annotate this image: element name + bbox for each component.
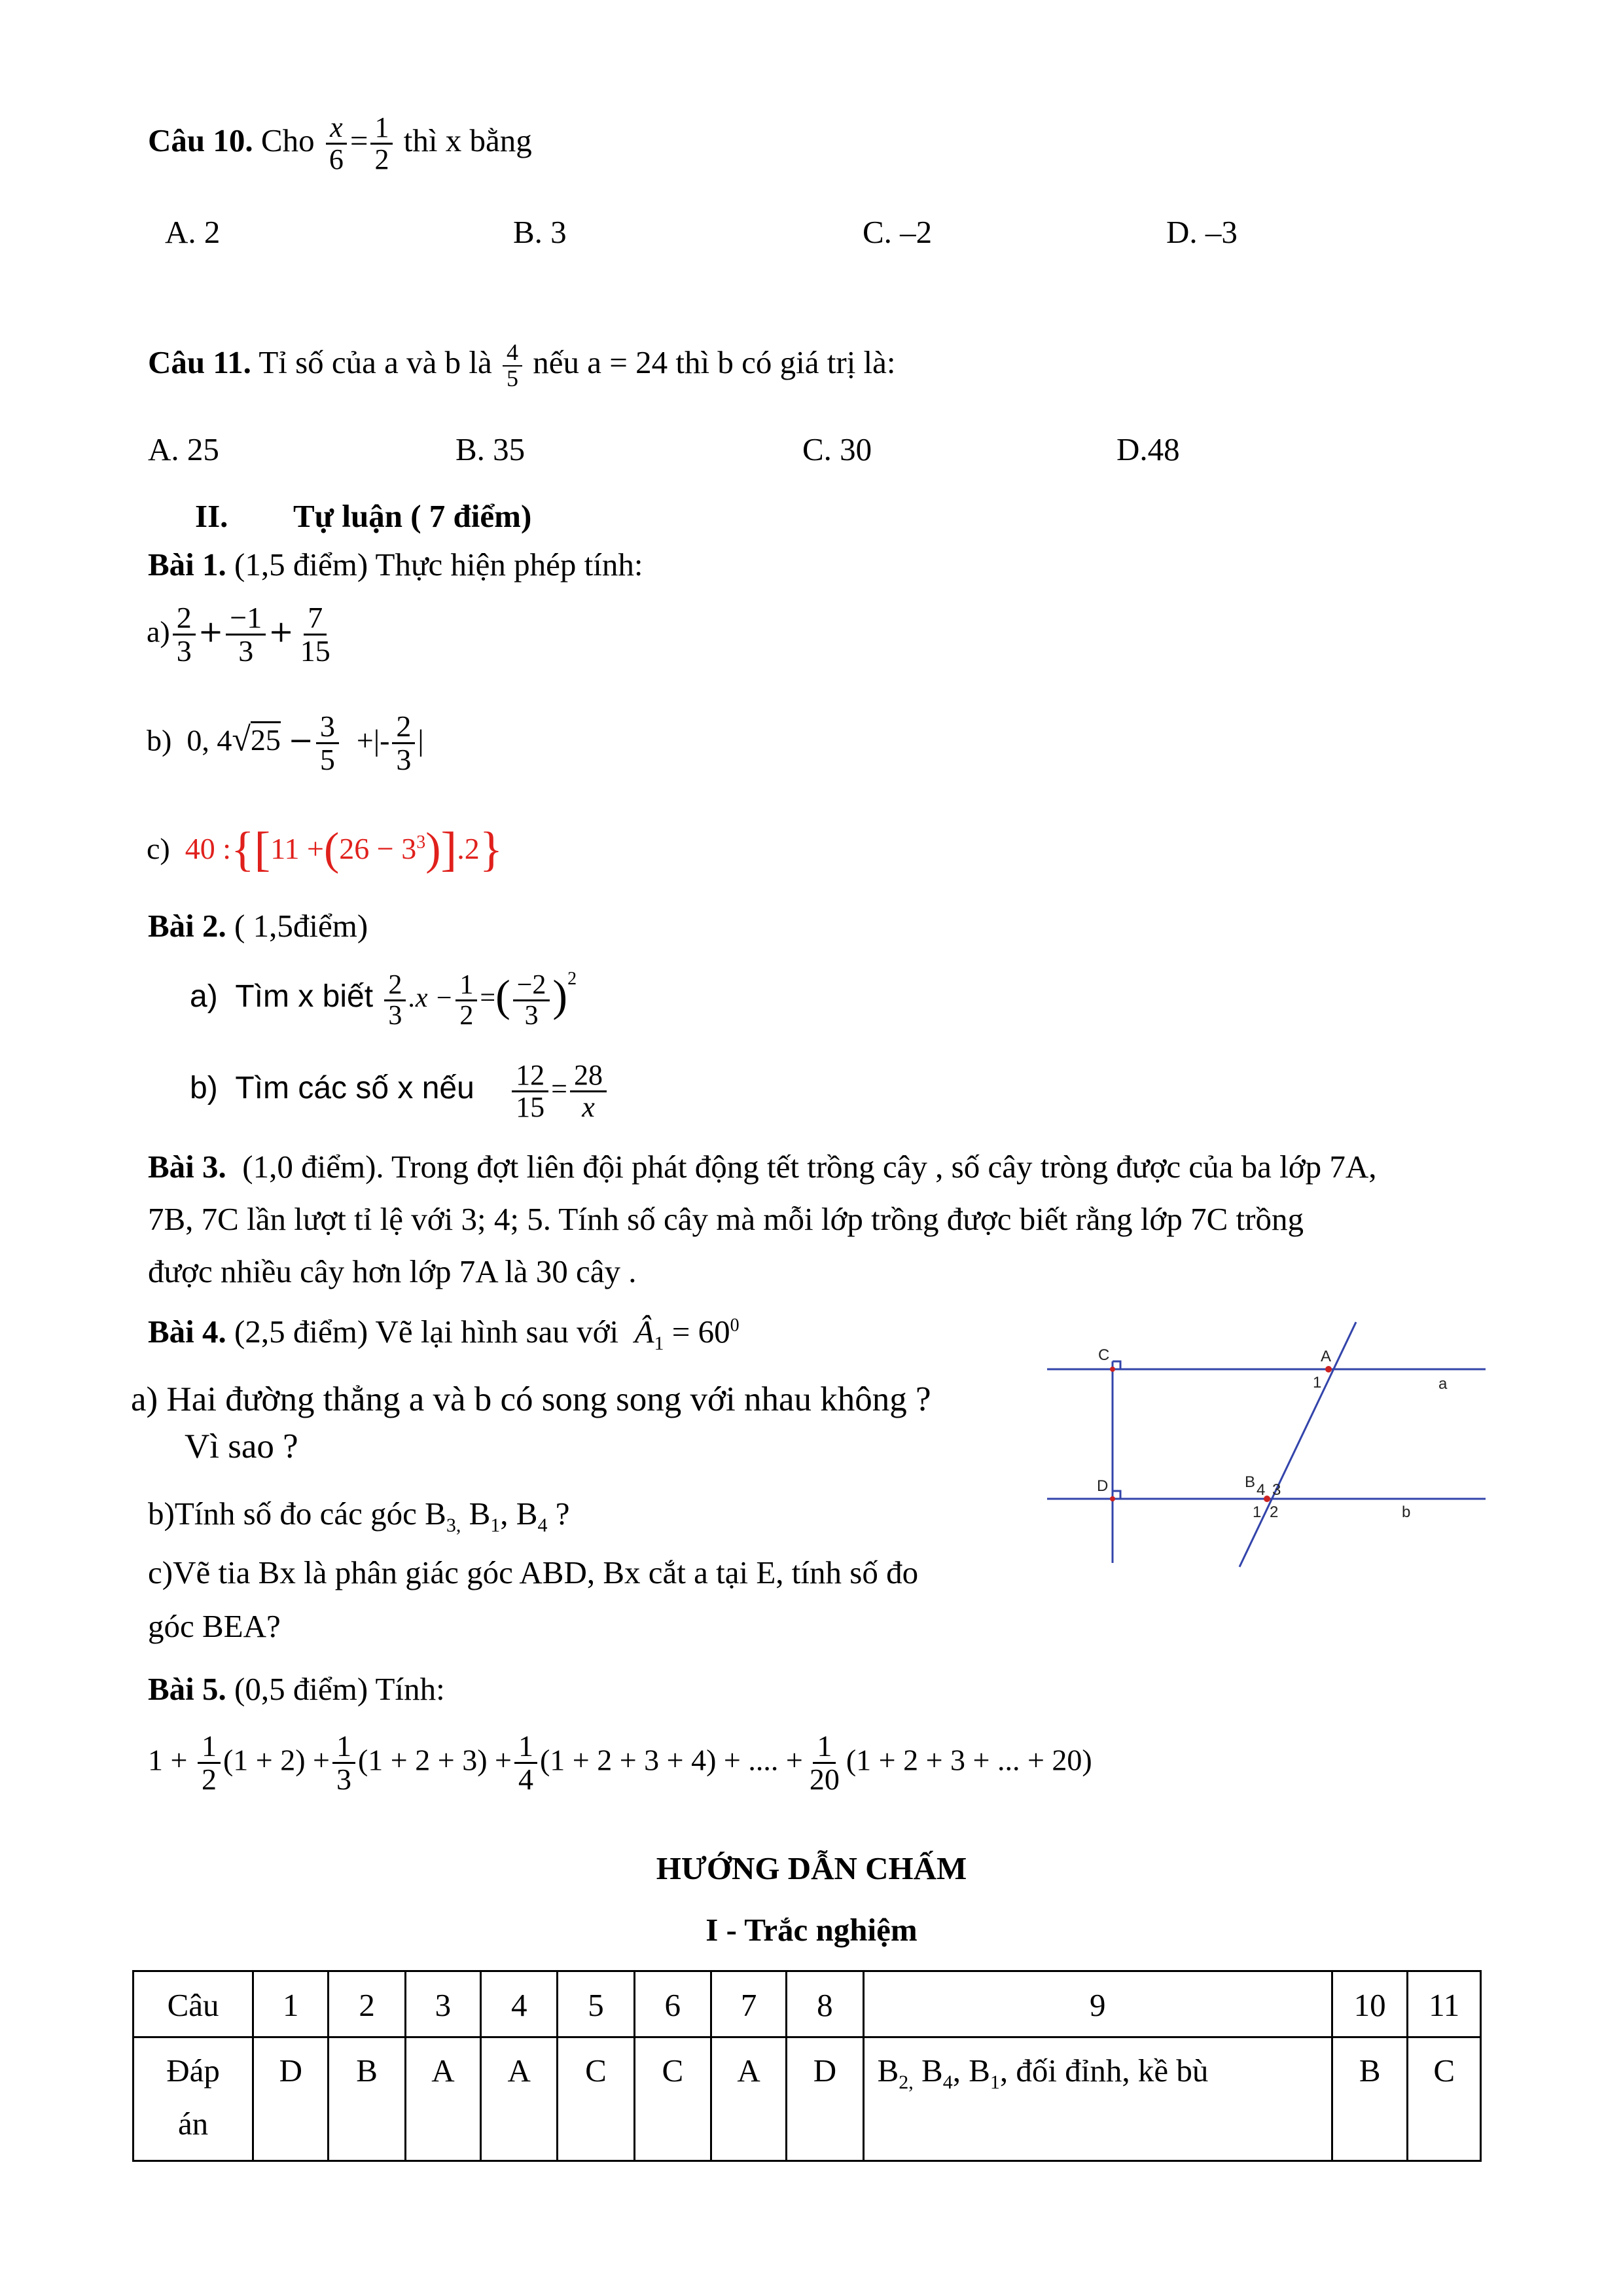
- answer-4: A: [481, 2037, 558, 2161]
- answer-1: D: [253, 2037, 329, 2161]
- label-angle-1-bottom: 1: [1253, 1503, 1262, 1521]
- fraction-1-over-2: $\frac{1}{2}$: [370, 113, 393, 175]
- header-9: 9: [863, 1971, 1332, 2037]
- label-angle-1-top: 1: [1313, 1374, 1322, 1391]
- header-3: 3: [405, 1971, 480, 2037]
- q11-option-b: B. 35: [455, 431, 526, 467]
- bai-4-text: (2,5 điểm) Vẽ lại hình sau với: [234, 1314, 619, 1350]
- transversal: [1240, 1322, 1356, 1567]
- expression-c: 40 :{[11 $+(26 - 3^3)].2$}: [185, 823, 503, 876]
- answer-6: C: [634, 2037, 711, 2161]
- answer-table-header-row: [134, 1971, 1481, 2037]
- label-angle-2: 2: [1270, 1503, 1279, 1521]
- question-10: [148, 113, 532, 175]
- answer-table-answer-row: [134, 2037, 1481, 2161]
- q11-option-c: C. 30: [802, 431, 872, 467]
- q11-option-a: A. 25: [148, 431, 219, 467]
- header-7: 7: [711, 1971, 786, 2037]
- answer-5: C: [558, 2037, 634, 2161]
- answer-table: [132, 1970, 1482, 2162]
- guide-section: I - Trắc nghiệm: [705, 1912, 918, 1948]
- question-10-label: Câu 10.: [148, 122, 253, 158]
- q10-option-b: B. 3: [513, 214, 567, 250]
- label-b-point: B: [1245, 1473, 1256, 1491]
- label-angle-3: 3: [1272, 1481, 1281, 1499]
- answer-9: $B_{2,}$ $B_4$, $B_1$, đối đỉnh, kề bù: [863, 2037, 1332, 2161]
- bai-2-part-a: a) Tìm x biết $\frac{2}{3}$ .x − $\frac{1}{2}$ =( $\frac{-2}{3}$ )$^2$: [190, 969, 577, 1031]
- bai-5-text: (0,5 điểm) Tính:: [234, 1671, 445, 1707]
- answer-7: A: [711, 2037, 786, 2161]
- question-11-text-post: nếu a = 24 thì b có giá trị là:: [533, 344, 896, 381]
- question-11-text-pre: Tỉ số của a và b là: [259, 344, 492, 381]
- bai-2-part-b: b) Tìm các số x nếu $\frac{12}{15}$ = $\frac{28}{x}$: [190, 1060, 609, 1122]
- header-5: 5: [558, 1971, 634, 2037]
- label-a-line: a: [1438, 1375, 1448, 1393]
- bai-5-label: Bài 5.: [148, 1671, 226, 1707]
- part-2-number: II.: [195, 498, 228, 534]
- bai-5-expression: 1 + $\frac{1}{2}$ (1 + 2) + $\frac{1}{3}$ (1 + 2 + 3) + $\frac{1}{4}$ (1 + 2 + 3 + 4) + .... + $\frac{1}{20}$ (1 + 2 + 3 + ... + 20): [148, 1729, 1092, 1797]
- fraction-4-over-5: $\frac{4}{5}$: [503, 340, 522, 391]
- bai-1-part-c: c) 40 :{[11 $+(26 - 3^3)].2$}: [147, 823, 503, 876]
- q11-option-d: D.48: [1116, 431, 1180, 467]
- q10-option-a: A. 2: [165, 214, 221, 250]
- label-a-point: A: [1321, 1348, 1332, 1365]
- label-d: D: [1097, 1477, 1109, 1495]
- answer-2: B: [329, 2037, 405, 2161]
- bai-4-part-c-line-1: c)Vẽ tia Bx là phân giác góc ABD, Bx cắt a tại E, tính số đo: [148, 1554, 919, 1590]
- bai-4-part-a-line-2: Vì sao ?: [185, 1427, 298, 1465]
- bai-1-part-a: a) $\frac{2}{3}$ + $\frac{-1}{3}$ + $\frac{7}{15}$: [147, 601, 330, 668]
- bai-4-heading: Bài 4. (2,5 điểm) Vẽ lại hình sau với $Â_1 = 60^0$: [148, 1314, 740, 1354]
- bai-2-label: Bài 2.: [148, 908, 226, 944]
- bai-2-heading: [148, 908, 368, 944]
- bai-4-part-a-line-1: a) Hai đường thẳng a và b có song song với nhau không ?: [131, 1380, 931, 1418]
- header-4: 4: [481, 1971, 558, 2037]
- answer-label: Đáp án: [134, 2037, 253, 2161]
- q10-option-d: D. –3: [1166, 214, 1238, 250]
- bai-1-text: (1,5 điểm) Thực hiện phép tính:: [234, 547, 643, 583]
- bai-3-line-3: được nhiều cây hơn lớp 7A là 30 cây .: [148, 1253, 637, 1289]
- bai-3-line-2: 7B, 7C lần lượt tỉ lệ với 3; 4; 5. Tính số cây mà mỗi lớp trồng được biết rằng lớp 7C trồng: [148, 1201, 1304, 1237]
- bai-2-text: ( 1,5điểm): [234, 908, 368, 944]
- label-c: C: [1098, 1346, 1110, 1364]
- bai-4-part-b: b)Tính số đo các góc $B_{3,}$ $B_1$, $B_4$ ?: [148, 1496, 570, 1536]
- header-2: 2: [329, 1971, 405, 2037]
- question-10-text-pre: Cho: [260, 122, 315, 158]
- point-d: [1110, 1496, 1115, 1501]
- bai-3-line-1: Bài 3. (1,0 điểm). Trong đợt liên đội phát động tết trồng cây , số cây tròng được của ba lớp 7A,: [148, 1149, 1377, 1185]
- angle-a1: Â: [634, 1314, 654, 1350]
- point-c: [1110, 1367, 1115, 1372]
- question-11-label: Câu 11.: [148, 344, 251, 381]
- sqrt-icon: √: [232, 721, 251, 759]
- answer-3: A: [405, 2037, 480, 2161]
- header-1: 1: [253, 1971, 329, 2037]
- geometry-figure: [1041, 1309, 1486, 1571]
- bai-1-label: Bài 1.: [148, 547, 226, 583]
- header-11: 11: [1408, 1971, 1481, 2037]
- answer-11: C: [1408, 2037, 1481, 2161]
- bai-3-label: Bài 3.: [148, 1149, 226, 1185]
- bai-1-heading: [148, 547, 643, 583]
- part-2-title: Tự luận ( 7 điểm): [293, 498, 532, 534]
- bai-5-heading: [148, 1672, 445, 1707]
- header-cau: Câu: [134, 1971, 253, 2037]
- answer-10: B: [1332, 2037, 1407, 2161]
- question-10-text-post: thì x bằng: [403, 122, 532, 158]
- header-10: 10: [1332, 1971, 1407, 2037]
- guide-title: HƯỚNG DẪN CHẤM: [656, 1850, 967, 1886]
- equals-sign: =: [349, 122, 368, 158]
- fraction-x-over-6: $\frac{x}{6}$: [325, 113, 348, 175]
- header-8: 8: [787, 1971, 863, 2037]
- header-6: 6: [634, 1971, 711, 2037]
- bai-4-part-c-line-2: góc BEA?: [148, 1608, 281, 1644]
- label-b-line: b: [1402, 1503, 1411, 1521]
- label-angle-4: 4: [1257, 1481, 1266, 1499]
- q10-option-c: C. –2: [863, 214, 933, 250]
- point-a: [1325, 1366, 1332, 1372]
- bai-1-part-b: b) 0, 4√25 − $\frac{3}{5}$ +|- $\frac{2}{3}$ |: [147, 709, 424, 777]
- question-11: [148, 340, 896, 391]
- answer-8: D: [787, 2037, 863, 2161]
- bai-4-label: Bài 4.: [148, 1314, 226, 1350]
